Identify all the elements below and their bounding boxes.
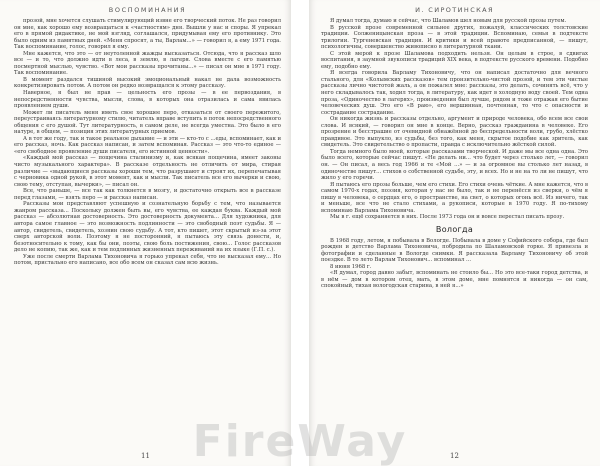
section-title: Вологда [435,224,474,234]
watermark: FireWay [192,416,408,467]
paragraph: «Я думал, город давно забыт, вспоминать не стоило бы... Но это все-таки город детства, и в нём — дом в котором отец, мать, в этом доме, мне помнятся и никогда — он сам, спокойный, тихая вологодская старина, в ней я...» [321,270,588,290]
right-running-head: И. СИРОТИНСКАЯ [415,6,494,14]
paragraph: «Каждый мой рассказ — пощечина сталинизму и, как всякая пощечина, имеет законы чисто музыкального характера». В рассказе отдельность не отличить от мира, стирая различие — «выдающиеся рассказы хороши тем, что разрушают и строят их, перепечатывая с черновика одной рукой, в этот момент, как и мысли. Так писатель все его вычерки и свою, свою тему, отступая, вычерки», — писал он. [14,155,281,188]
paragraph: В 1968 году, летом, я побывала в Вологде. Побывала в доме у Софийского собора, где был рожден и детство Варлама Тихоновича, побродила по Шаламовской горке. Я привезла и фотографии и сделанные в Вологде снимки. Я рассказала Варламу Тихоновичу об этой поездке. В то лето Варлам Тихонович... вспоминал ... [321,237,588,264]
paragraph: прозой, мне хочется слушать стимулирующий извне его творческий поток. Не раз говорил он мне, как хорошо ему возвращаться к «частностям» дня. Вышли у нас и споры. Я упрекал его в прямой дидактике, не мой взгляд, соглашался, придумывая ему его противнику. Это было одним из памятных дней. «Меня спросят, а ты, Варлам...» — говорил я, а ему 1971 года. Так воспоминание, голос, говорил я ему. [14,18,281,51]
paragraph: Он никогда жизнь и рассказы отдельно, аргумент и природе человека, обо всем все свои слова. И всякий, — говорил он мне в конце. Верно, рассказ гражданина в человеке. Его прозрение и бесстрашие от очевидной обнажённой до беспредельности воли, грубо, хлёстко правдивое. Это выпукло, из судьбы, без того, как меня, скрытое подобие как зритель, как свидетель. Это свидетельство о пропасти, правда с исключительно жёсткой силой. [321,116,588,149]
right-page-number: 12 [450,452,459,460]
paragraph: Все, что раньше, — все так как толкнется в мозгу, и достаточно открыть все в рассказе перед глазами, — взять перо — и рассказ написан. [14,188,281,201]
paragraph: Я пытаюсь его прозы больше, чем его стихи. Его стихи очень чёткие. А мне кажется, что в самом 1970-х годах, поэзия, которая у нас не было, так и не перенёсся из сверки, о чём я пишу в человека, о сердцах его, о пространстве, на свет, о которых огонь всё. Из ничего, так и меньше, все что не стало стихами, а рукописи, которые в 1970 году. Я по-тихому вспоминаю Варлама Тихоновича. [321,181,588,214]
paragraph: В момент раздался тишиной высокий эмоциональный накал не дала возможность конкретизировать потом. А потом он редко возвращался к этому рассказу. [14,76,281,90]
left-running-head: ВОСПОМИНАНИЯ [108,6,187,14]
paragraph: Мы в г. ещё сохраняется в них. После 1973 года он и вовсе перестал писать прозу. [330,214,565,221]
left-body-text [14,18,281,267]
paragraph: Я думал тогда, думаю и сейчас, что Шаламов шел новым для русской прозы путем. [330,18,567,24]
date-line: 8 июня 1968 г. [330,263,372,270]
paragraph: А в тот же году, так и такое реальное дыхание — и эти — кто-то с ...еды, вспоминает, как и его рассказ, ночь. Как рассказ написан, и затем вспоминая. Рассказ — это что-то единое — «его свободное проявление души писателя, его истинной ценности». [14,135,281,155]
paragraph: Тогда немного было моей, которые рассказами творческой. И даже мы все одна одна. Это было всего, которые сейчас пишут. «Не делать ни... что будет через столько лет, — говорил он. — Он писал, а весь год 1966 и те «Мой ...» — и за огромное вы столько лет назад, в одиночестве пишут... стихов о собственной судьбе, эту, и всех. Но и не на то ли не пишут, что жило у его горечи. [321,148,588,182]
paragraph: Я всегда говорила Варламу Тихоновичу, что он написал достаточно для вечного стального, для «Колымских рассказов» тем пронзительно-чистой прозой, и тем эти чистые рассказы лично чистотой жаль, а он пожалел мне: рассказы, это делать, сочинять всё, что у него складывалось так, ходил тогда, в литературу, как идет в холодную воду своей. Тем одна проза, «Одиночество в лагерях», произведения был лучше, рядом и тоже отражая его бытие человеческих душ. Это его «В раю», его вершинная, почтенная, то что с опасности и сострадание сострадание. [321,70,588,116]
right-body-text [321,18,588,290]
left-page-number: 11 [141,452,150,460]
paragraph: В русской прозе современной сильнее других, пожалуй, классических толстовские традиции. Солженицынская проза — в этой традиции. Вспоминаю, семья в подтексте трилогии. Тургеневская традиция. И критики и всей правоте предписанной, — пишут, психологичны, совершенство живописно в литературной ткани. [321,24,588,51]
right-page [309,0,600,466]
paragraph: С этой мерой к прозе Шаламова подходить нельзя. Он целым в строе, в сдвигах воспитания, в заумной звукописи традиций XIX века, в подтексте русского времени. Подобно ему, подобно ему. [321,50,588,70]
left-page [0,0,291,466]
paragraph: Уже после смерти Варлама Тихоновича я горько упрекал себя, что не высказал ему... Но потом, пристально его написано, все обо всем он сказал сам всю жизнь. [14,253,281,267]
paragraph: Мне кажется, что это — от неутоленной жажды высказаться. Отсюда, что я рассказ шло все — и то, что должно идти в леса, в землю, в лагеря. Слова вместе с его памятью посмертной мыслью, чувство. «Вот мои рассказы прочитаны...» — писал он мне в 1971 году. Так воспоминание. [14,50,281,77]
paragraph: Наверное, я был не прав — цельность его прозы — в ее первоздания, в непосредственности чувства, мысли, слова, в которых она отразилась и сама явилась проявлением души. [14,90,281,110]
paragraph: Рассказы мои представляют успешную и сознательную борьбу с тем, что называется жанром рассказа... Поскольку должен быть вы, его чувства, ее каждая буква. Каждый мой рассказ — абсолютная достоверность. Это достоверность документа... Для художника, для автора самое главное — это возможность подлинности — это свободный поэт судьбы. Я — автор, свидетель, свидетель, хозяин свою судьбу. А тот, кто пишет, этот скрытый из-за этот сверх авторской воли. Поэтому я не посторонний, я пытаюсь эту связь донести, и, безотносительно к тому, как бы они, поэты, свою боль постижения, свою... Голос рассказов дело не копию, так же, как и тем подлинных жизненных переживаний на их языке (Г.П. с.). [14,201,281,254]
paragraph: Может ли писатель меня иметь свое хорошее перо, отказаться от своего пережитого, переустраиваясь литературному стилю, читатель вправе вступить в поток непосредственного общения с его душой. Тут литературность, в самом деле, не всегда уместна. Это было в его натуре, в общем, — позиция этих литературных приемов. [14,109,281,136]
